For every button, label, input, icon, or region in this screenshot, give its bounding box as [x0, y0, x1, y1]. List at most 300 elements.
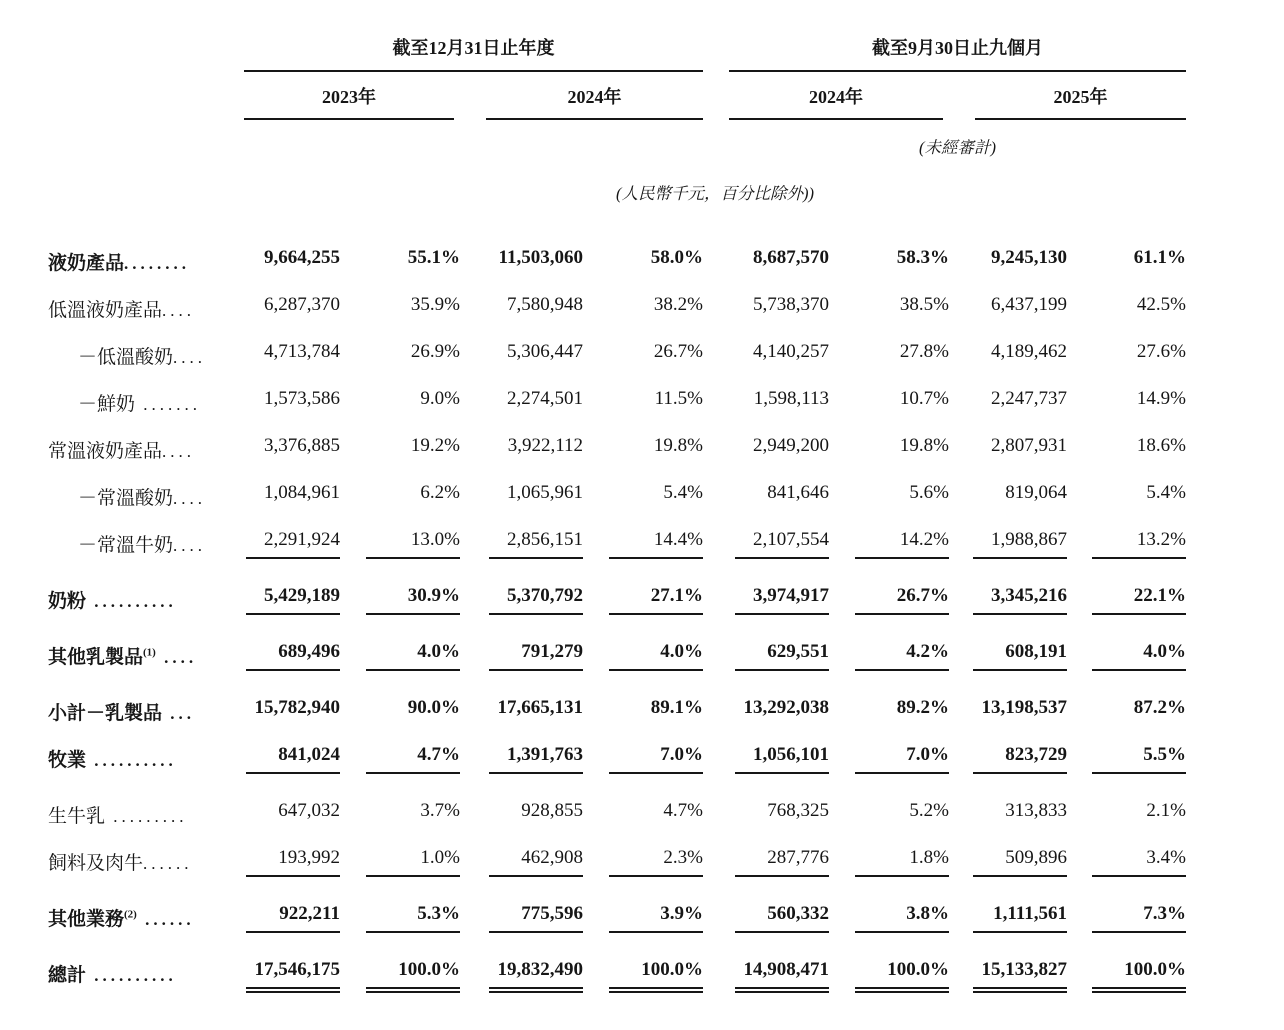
amount-cell — [244, 838, 340, 885]
header-gap — [703, 120, 729, 160]
cell-value: 6,437,199 — [991, 293, 1067, 315]
leader-dots: ....... — [135, 395, 202, 414]
cell-value: 5.2% — [909, 799, 949, 821]
row-label-text: 液奶產品 — [48, 253, 125, 274]
table-row — [48, 426, 1186, 473]
column-gap — [703, 735, 729, 782]
percent-cell — [340, 332, 460, 379]
cell-value: 5.6% — [909, 481, 949, 503]
table-row — [48, 567, 1186, 623]
row-label — [48, 285, 244, 332]
column-gap — [703, 520, 729, 567]
cell-value: 2,107,554 — [735, 529, 829, 559]
cell-value: 27.8% — [899, 340, 949, 362]
percent-cell — [340, 285, 460, 332]
percent-cell — [340, 426, 460, 473]
cell-value: 4.7% — [663, 799, 703, 821]
cell-value: 14.4% — [609, 529, 703, 559]
cell-value: 7.3% — [1092, 903, 1186, 933]
amount-cell — [244, 426, 340, 473]
cell-value: 87.2% — [1133, 696, 1186, 718]
percent-cell — [1067, 735, 1186, 782]
leader-dots: .... — [173, 489, 207, 508]
cell-value: 19,832,490 — [489, 959, 583, 989]
cell-value: 560,332 — [735, 903, 829, 933]
row-label — [48, 735, 244, 782]
cell-value: 5.4% — [1146, 481, 1186, 503]
cell-value: 13.2% — [1092, 529, 1186, 559]
percent-cell — [829, 285, 949, 332]
cell-value: 100.0% — [855, 959, 949, 989]
cell-value: 5.5% — [1092, 744, 1186, 774]
cell-value: 1,988,867 — [973, 529, 1067, 559]
amount-cell — [460, 285, 583, 332]
cell-value: 1,111,561 — [973, 903, 1067, 933]
amount-cell — [949, 679, 1067, 735]
table-row — [48, 332, 1186, 379]
cell-value: 2,856,151 — [489, 529, 583, 559]
row-label-text: －鮮奶 — [78, 394, 136, 415]
amount-cell — [729, 238, 829, 285]
amount-cell — [949, 838, 1067, 885]
column-gap — [703, 238, 729, 285]
amount-cell — [460, 473, 583, 520]
cell-value: 14.9% — [1136, 387, 1186, 409]
cell-value: 2,807,931 — [991, 434, 1067, 456]
percent-cell — [829, 567, 949, 623]
amount-cell — [949, 885, 1067, 941]
row-label — [48, 520, 244, 567]
cell-value: 8,687,570 — [753, 246, 829, 268]
leader-dots: .... — [162, 442, 196, 461]
cell-value: 2,247,737 — [991, 387, 1067, 409]
cell-value: 922,211 — [246, 903, 340, 933]
header-gap — [703, 26, 729, 72]
amount-cell — [244, 379, 340, 426]
percent-cell — [583, 379, 703, 426]
cell-value: 2,274,501 — [507, 387, 583, 409]
cell-value: 17,665,131 — [497, 696, 583, 718]
header-blank — [48, 120, 244, 160]
cell-value: 7,580,948 — [507, 293, 583, 315]
column-gap — [703, 941, 729, 997]
percent-cell — [583, 285, 703, 332]
leader-dots: ...... — [143, 854, 193, 873]
percent-cell — [1067, 520, 1186, 567]
percent-cell — [583, 567, 703, 623]
column-gap — [703, 567, 729, 623]
percent-cell — [340, 885, 460, 941]
cell-value: 287,776 — [735, 847, 829, 877]
cell-value: 35.9% — [410, 293, 460, 315]
cell-value: 2.3% — [609, 847, 703, 877]
row-label — [48, 379, 244, 426]
amount-cell — [460, 332, 583, 379]
cell-value: 823,729 — [973, 744, 1067, 774]
cell-value: 7.0% — [609, 744, 703, 774]
cell-value: 5,738,370 — [753, 293, 829, 315]
percent-cell — [583, 623, 703, 679]
cell-value: 1,573,586 — [264, 387, 340, 409]
leader-dots: .... — [155, 648, 198, 667]
amount-cell — [729, 285, 829, 332]
percent-cell — [829, 426, 949, 473]
percent-cell — [1067, 782, 1186, 838]
column-gap — [703, 623, 729, 679]
year-header-9m-2024 — [729, 72, 949, 120]
cell-value: 2,949,200 — [753, 434, 829, 456]
leader-dots: ........ — [124, 254, 191, 273]
table-row — [48, 735, 1186, 782]
column-gap — [703, 285, 729, 332]
amount-cell — [244, 679, 340, 735]
amount-cell — [244, 735, 340, 782]
cell-value: 647,032 — [278, 799, 340, 821]
footnote-marker: (1) — [143, 646, 156, 659]
cell-value: 14.2% — [855, 529, 949, 559]
leader-dots: .... — [162, 301, 196, 320]
percent-cell — [829, 679, 949, 735]
cell-value: 27.1% — [609, 585, 703, 615]
percent-cell — [583, 426, 703, 473]
cell-value: 2,291,924 — [246, 529, 340, 559]
amount-cell — [949, 941, 1067, 997]
percent-cell — [829, 735, 949, 782]
amount-cell — [244, 332, 340, 379]
cell-value: 2.1% — [1146, 799, 1186, 821]
column-gap — [703, 426, 729, 473]
percent-cell — [583, 735, 703, 782]
cell-value: 928,855 — [521, 799, 583, 821]
header-blank — [48, 72, 244, 120]
cell-value: 4,140,257 — [753, 340, 829, 362]
cell-value: 1,598,113 — [753, 387, 829, 409]
row-label-text: 牧業 — [48, 750, 87, 771]
amount-cell — [244, 885, 340, 941]
amount-cell — [244, 520, 340, 567]
cell-value: 4.0% — [609, 641, 703, 671]
row-label-text: －低溫酸奶 — [78, 347, 174, 368]
amount-cell — [729, 782, 829, 838]
cell-value: 26.7% — [855, 585, 949, 615]
percent-cell — [340, 679, 460, 735]
row-label-text: 飼料及肉牛 — [48, 853, 144, 874]
amount-cell — [460, 623, 583, 679]
table-row — [48, 885, 1186, 941]
percent-cell — [340, 238, 460, 285]
cell-value: 4.0% — [366, 641, 460, 671]
year-header-row — [48, 72, 1186, 120]
amount-cell — [729, 379, 829, 426]
cell-value: 819,064 — [1005, 481, 1067, 503]
cell-value: 1,065,961 — [507, 481, 583, 503]
cell-value: 9,664,255 — [264, 246, 340, 268]
column-gap — [703, 473, 729, 520]
cell-value: 100.0% — [1092, 959, 1186, 989]
table-row — [48, 285, 1186, 332]
year-header-9m-2025-label: 2025年 — [1053, 87, 1108, 107]
row-label — [48, 679, 244, 735]
cell-value: 13,292,038 — [743, 696, 829, 718]
leader-dots: ...... — [136, 910, 195, 929]
amount-cell — [949, 520, 1067, 567]
percent-cell — [1067, 679, 1186, 735]
row-label — [48, 623, 244, 679]
cell-value: 4.0% — [1092, 641, 1186, 671]
unaudited-note: (未經審計) — [919, 138, 996, 157]
amount-cell — [729, 941, 829, 997]
amount-cell — [729, 332, 829, 379]
row-label-text: 總計 — [48, 965, 87, 986]
percent-cell — [583, 238, 703, 285]
amount-cell — [460, 567, 583, 623]
cell-value: 4,189,462 — [991, 340, 1067, 362]
cell-value: 11.5% — [654, 387, 703, 409]
row-label-text: 低溫液奶產品 — [48, 300, 163, 321]
table-body — [48, 238, 1186, 997]
amount-cell — [949, 473, 1067, 520]
percent-cell — [340, 473, 460, 520]
amount-cell — [729, 426, 829, 473]
percent-cell — [1067, 285, 1186, 332]
table-row — [48, 238, 1186, 285]
percent-cell — [829, 238, 949, 285]
header-blank — [48, 26, 244, 72]
percent-cell — [829, 782, 949, 838]
percent-cell — [583, 520, 703, 567]
leader-dots: .......... — [86, 592, 177, 611]
header-blank — [244, 120, 703, 160]
cell-value: 19.8% — [899, 434, 949, 456]
cell-value: 313,833 — [1005, 799, 1067, 821]
column-gap — [703, 679, 729, 735]
cell-value: 3.9% — [609, 903, 703, 933]
cell-value: 26.9% — [410, 340, 460, 362]
column-gap — [703, 782, 729, 838]
amount-cell — [729, 520, 829, 567]
amount-cell — [729, 735, 829, 782]
year-header-9m-2024-label: 2024年 — [809, 87, 863, 107]
year-header-2023 — [244, 72, 460, 120]
row-label — [48, 885, 244, 941]
row-label-text: －常溫牛奶 — [78, 535, 174, 556]
period-header-row — [48, 26, 1186, 72]
percent-cell — [583, 838, 703, 885]
cell-value: 841,024 — [246, 744, 340, 774]
leader-dots: .......... — [86, 966, 177, 985]
unaudited-row — [48, 120, 1186, 160]
leader-dots: ......... — [105, 807, 188, 826]
row-label — [48, 838, 244, 885]
cell-value: 3,922,112 — [507, 434, 583, 456]
percent-cell — [1067, 838, 1186, 885]
cell-value: 791,279 — [489, 641, 583, 671]
cell-value: 11,503,060 — [498, 246, 583, 268]
cell-value: 768,325 — [767, 799, 829, 821]
leader-dots: .... — [173, 536, 207, 555]
amount-cell — [244, 782, 340, 838]
row-label-text: －常溫酸奶 — [78, 488, 174, 509]
unit-note: (人民幣千元，百分比除外)) — [616, 184, 814, 203]
cell-value: 6,287,370 — [264, 293, 340, 315]
cell-value: 30.9% — [366, 585, 460, 615]
cell-value: 58.0% — [650, 246, 703, 268]
cell-value: 5,429,189 — [246, 585, 340, 615]
year-header-2024 — [460, 72, 703, 120]
amount-cell — [949, 735, 1067, 782]
cell-value: 27.6% — [1136, 340, 1186, 362]
leader-dots: .... — [173, 348, 207, 367]
year-header-2024-label: 2024年 — [567, 87, 622, 107]
percent-cell — [583, 885, 703, 941]
footnote-marker: (2) — [124, 908, 137, 921]
cell-value: 462,908 — [489, 847, 583, 877]
amount-cell — [949, 332, 1067, 379]
row-label-text: 常溫液奶產品 — [48, 441, 163, 462]
cell-value: 509,896 — [973, 847, 1067, 877]
revenue-breakdown-table — [48, 26, 1186, 997]
percent-cell — [1067, 238, 1186, 285]
percent-cell — [829, 520, 949, 567]
amount-cell — [460, 679, 583, 735]
percent-cell — [1067, 941, 1186, 997]
cell-value: 61.1% — [1133, 246, 1186, 268]
cell-value: 193,992 — [246, 847, 340, 877]
amount-cell — [949, 379, 1067, 426]
amount-cell — [729, 838, 829, 885]
amount-cell — [460, 426, 583, 473]
amount-cell — [460, 885, 583, 941]
percent-cell — [1067, 623, 1186, 679]
amount-cell — [949, 285, 1067, 332]
cell-value: 90.0% — [407, 696, 460, 718]
amount-cell — [244, 285, 340, 332]
amount-cell — [949, 623, 1067, 679]
amount-cell — [460, 838, 583, 885]
cell-value: 19.8% — [653, 434, 703, 456]
cell-value: 18.6% — [1136, 434, 1186, 456]
amount-cell — [244, 941, 340, 997]
amount-cell — [460, 520, 583, 567]
cell-value: 10.7% — [899, 387, 949, 409]
cell-value: 58.3% — [896, 246, 949, 268]
cell-value: 15,133,827 — [973, 959, 1067, 989]
cell-value: 13,198,537 — [981, 696, 1067, 718]
header-gap — [703, 72, 729, 120]
percent-cell — [1067, 426, 1186, 473]
amount-cell — [460, 379, 583, 426]
percent-cell — [829, 623, 949, 679]
percent-cell — [340, 379, 460, 426]
amount-cell — [729, 567, 829, 623]
cell-value: 55.1% — [407, 246, 460, 268]
cell-value: 841,646 — [767, 481, 829, 503]
percent-cell — [583, 941, 703, 997]
cell-value: 1,056,101 — [735, 744, 829, 774]
cell-value: 629,551 — [735, 641, 829, 671]
leader-dots: ... — [162, 704, 196, 723]
row-label-text: 其他乳製品 — [48, 647, 144, 668]
amount-cell — [244, 567, 340, 623]
row-label-text: 生牛乳 — [48, 806, 106, 827]
percent-cell — [340, 623, 460, 679]
amount-cell — [460, 941, 583, 997]
cell-value: 26.7% — [653, 340, 703, 362]
percent-cell — [829, 885, 949, 941]
cell-value: 100.0% — [609, 959, 703, 989]
cell-value: 38.2% — [653, 293, 703, 315]
row-label — [48, 782, 244, 838]
percent-cell — [829, 838, 949, 885]
period-header-9m-label: 截至9月30日止九個月 — [872, 38, 1043, 58]
cell-value: 9.0% — [420, 387, 460, 409]
percent-cell — [340, 567, 460, 623]
table-row — [48, 679, 1186, 735]
unit-note-row — [48, 160, 1186, 208]
spacer-row — [48, 208, 1186, 238]
cell-value: 89.1% — [650, 696, 703, 718]
percent-cell — [583, 782, 703, 838]
row-label — [48, 941, 244, 997]
amount-cell — [244, 623, 340, 679]
row-label — [48, 426, 244, 473]
amount-cell — [949, 567, 1067, 623]
amount-cell — [729, 885, 829, 941]
percent-cell — [1067, 567, 1186, 623]
percent-cell — [829, 379, 949, 426]
cell-value: 1,084,961 — [264, 481, 340, 503]
cell-value: 4.7% — [366, 744, 460, 774]
table-row — [48, 782, 1186, 838]
table-row — [48, 520, 1186, 567]
table-row — [48, 379, 1186, 426]
amount-cell — [949, 426, 1067, 473]
cell-value: 689,496 — [246, 641, 340, 671]
header-blank — [48, 160, 244, 208]
row-label — [48, 567, 244, 623]
cell-value: 3,345,216 — [973, 585, 1067, 615]
cell-value: 4.2% — [855, 641, 949, 671]
percent-cell — [1067, 885, 1186, 941]
cell-value: 608,191 — [973, 641, 1067, 671]
period-header-fy — [244, 26, 703, 72]
amount-cell — [460, 238, 583, 285]
cell-value: 3.8% — [855, 903, 949, 933]
amount-cell — [460, 782, 583, 838]
cell-value: 89.2% — [896, 696, 949, 718]
percent-cell — [340, 838, 460, 885]
cell-value: 5.4% — [663, 481, 703, 503]
percent-cell — [340, 735, 460, 782]
cell-value: 3,376,885 — [264, 434, 340, 456]
cell-value: 17,546,175 — [246, 959, 340, 989]
row-label-text: 小計－乳製品 — [48, 703, 163, 724]
percent-cell — [829, 941, 949, 997]
cell-value: 100.0% — [366, 959, 460, 989]
percent-cell — [1067, 332, 1186, 379]
cell-value: 6.2% — [420, 481, 460, 503]
percent-cell — [583, 332, 703, 379]
percent-cell — [583, 473, 703, 520]
amount-cell — [949, 782, 1067, 838]
percent-cell — [340, 941, 460, 997]
column-gap — [703, 379, 729, 426]
cell-value: 775,596 — [489, 903, 583, 933]
cell-value: 42.5% — [1136, 293, 1186, 315]
percent-cell — [829, 473, 949, 520]
cell-value: 15,782,940 — [254, 696, 340, 718]
row-label-text: 奶粉 — [48, 591, 87, 612]
